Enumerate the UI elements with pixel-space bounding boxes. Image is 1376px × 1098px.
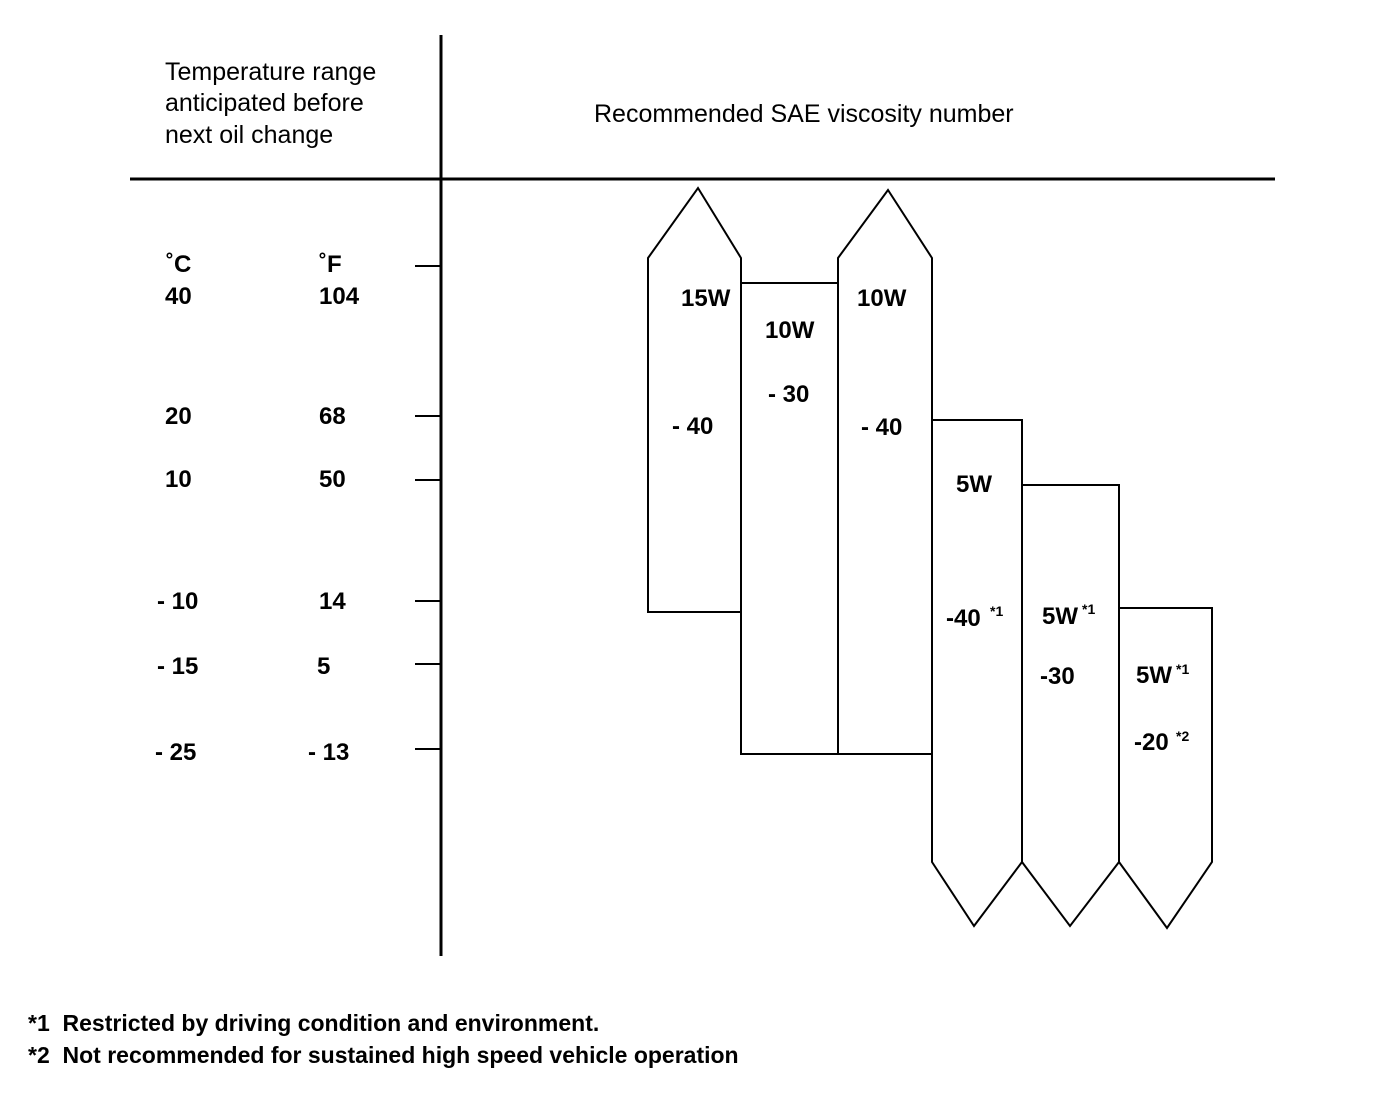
celsius-unit: ˚C	[166, 251, 192, 278]
scale-f-4: 5	[317, 653, 331, 680]
scale-c-1: 20	[165, 403, 192, 430]
left-header-line-2: anticipated before	[165, 89, 364, 117]
footnote-1: *1 Restricted by driving condition and environment.	[28, 1010, 600, 1036]
scale-f-3: 14	[319, 588, 346, 615]
right-header: Recommended SAE viscosity number	[594, 100, 1014, 128]
grade-label-bottom: - 30	[768, 381, 810, 408]
grade-label-top: 15W	[681, 285, 731, 312]
scale-f-1: 68	[319, 403, 346, 430]
grade-footnote-mark: *1	[1082, 601, 1096, 617]
scale-c-3: - 10	[157, 588, 199, 615]
grade-label-top: 5W	[1136, 662, 1172, 689]
scale-f-5: - 13	[308, 739, 350, 766]
scale-c-5: - 25	[155, 739, 197, 766]
grade-bar-10w-40	[838, 190, 932, 754]
grade-footnote-mark: *1	[990, 603, 1004, 619]
grade-label-bottom: -40	[946, 605, 981, 632]
grade-footnote-mark: *1	[1176, 661, 1190, 677]
scale-f-2: 50	[319, 466, 346, 493]
grade-label-bottom: - 40	[861, 414, 903, 441]
grade-label-top: 10W	[857, 285, 907, 312]
scale-f-0: 104	[319, 283, 360, 310]
scale-c-4: - 15	[157, 653, 199, 680]
grade-label-bottom: - 40	[672, 413, 714, 440]
scale-c-2: 10	[165, 466, 192, 493]
grade-bar-15w-40	[648, 188, 741, 612]
footnote-2: *2 Not recommended for sustained high speed vehicle operation	[28, 1042, 739, 1068]
scale-c-0: 40	[165, 283, 192, 310]
grade-label-top: 10W	[765, 317, 815, 344]
grade-label-top: 5W	[956, 471, 992, 498]
left-header-line-1: Temperature range	[165, 58, 377, 86]
left-header-line-3: next oil change	[165, 121, 334, 149]
grade-label-bottom: -20	[1134, 729, 1169, 756]
grade-label-bottom: -30	[1040, 663, 1075, 690]
grade-bar-5w-30	[1022, 485, 1119, 926]
grade-bar-5w-20	[1119, 608, 1212, 928]
grade-footnote-mark: *2	[1176, 728, 1190, 744]
fahrenheit-unit: ˚F	[319, 251, 342, 278]
grade-label-top: 5W	[1042, 603, 1078, 630]
grade-bar-10w-30	[741, 283, 838, 754]
